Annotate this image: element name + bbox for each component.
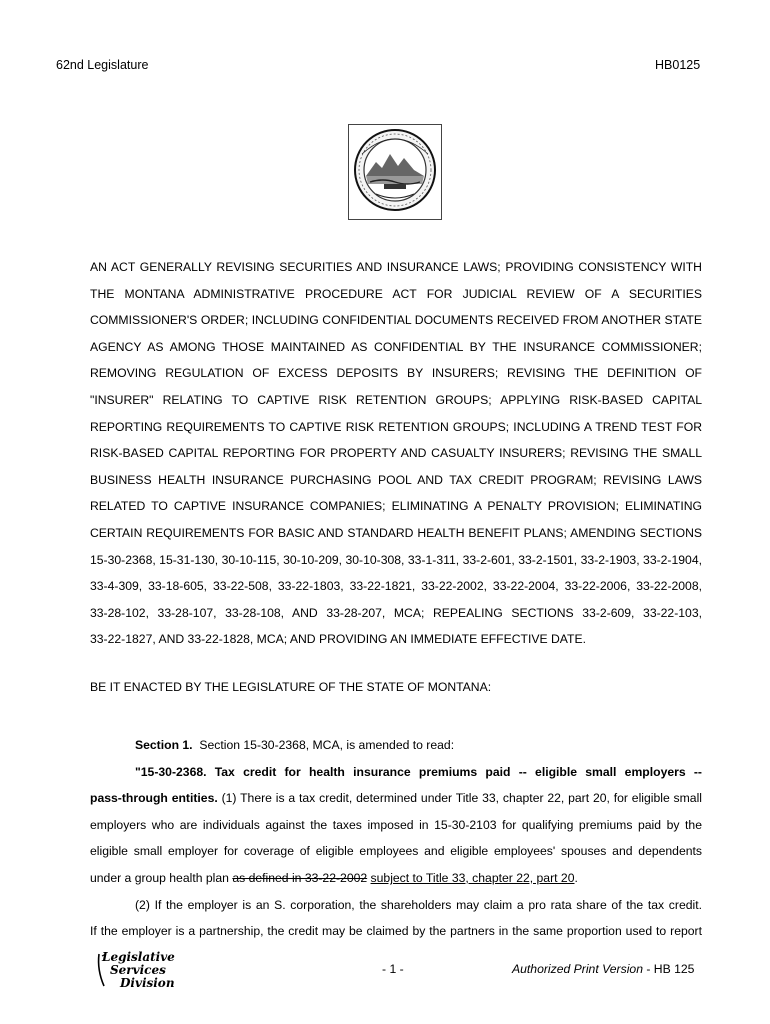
section-number: Section 1. — [135, 738, 193, 752]
montana-state-seal-icon — [348, 124, 442, 220]
legislature-header: 62nd Legislature — [56, 58, 149, 72]
title-line: 33-28-102, 33-28-107, 33-28-108, AND 33-28-207, MCA; REPEALING SECTIONS 33-2-609, 33-22-103, — [90, 605, 702, 620]
title-line: COMMISSIONER'S ORDER; INCLUDING CONFIDENTIAL DOCUMENTS RECEIVED FROM ANOTHER STATE — [90, 313, 702, 328]
print-version-bill: - HB 125 — [642, 962, 695, 976]
title-line: RELATED TO CAPTIVE INSURANCE COMPANIES; ELIMINATING A PENALTY PROVISION; ELIMINATING — [90, 499, 702, 514]
paragraph-1-text: under a group health plan — [90, 870, 233, 885]
print-version — [512, 962, 694, 976]
paragraph-1-line: eligible small employer for coverage of eligible employees and eligible employees' spouses and dependents — [90, 844, 702, 859]
paragraph-1-end: . — [574, 870, 578, 885]
title-line: REPORTING REQUIREMENTS TO CAPTIVE RISK RETENTION GROUPS; INCLUDING A TREND TEST FOR — [90, 419, 702, 434]
logo-word: Legislative — [102, 950, 175, 964]
title-line: 33-4-309, 33-18-605, 33-22-508, 33-22-1803, 33-22-1821, 33-22-2002, 33-22-2004, 33-22-2006, 33-22-2008, — [90, 579, 702, 594]
title-line: AN ACT GENERALLY REVISING SECURITIES AND INSURANCE LAWS; PROVIDING CONSISTENCY WITH — [90, 260, 702, 274]
title-line: 33-22-1827, AND 33-22-1828, MCA; AND PROVIDING AN IMMEDIATE EFFECTIVE DATE. — [90, 632, 586, 647]
paragraph-2-line: (2) If the employer is an S. corporation, the shareholders may claim a pro rata share of the tax credit. — [135, 897, 702, 912]
legislative-services-logo — [96, 950, 192, 990]
logo-word: Services — [110, 963, 166, 977]
section-heading — [90, 732, 702, 759]
title-line: AGENCY AS AMONG THOSE MAINTAINED AS CONFIDENTIAL BY THE INSURANCE COMMISSIONER; — [90, 339, 702, 354]
catchline-continued: pass-through entities. — [90, 791, 218, 806]
section-heading-text: Section 15-30-2368, MCA, is amended to read: — [199, 738, 455, 752]
title-line: CERTAIN REQUIREMENTS FOR BASIC AND STANDARD HEALTH BENEFIT PLANS; AMENDING SECTIONS — [90, 525, 702, 540]
title-line: RISK-BASED CAPITAL REPORTING FOR PROPERTY AND CASUALTY INSURERS; REVISING THE SMALL — [90, 446, 702, 461]
logo-word: Division — [120, 976, 175, 990]
title-line: 15-30-2368, 15-31-130, 30-10-115, 30-10-209, 30-10-308, 33-1-311, 33-2-601, 33-2-1501, 33-2-1903, 33-2-1904, — [90, 552, 702, 567]
inserted-text: subject to Title 33, chapter 22, part 20 — [370, 870, 575, 885]
title-line: "INSURER" RELATING TO CAPTIVE RISK RETENTION GROUPS; APPLYING RISK-BASED CAPITAL — [90, 392, 702, 407]
bill-title — [90, 254, 702, 653]
paragraph-2-line: If the employer is a partnership, the credit may be claimed by the partners in the same proportion used to report — [90, 924, 702, 939]
paragraph-1-line — [90, 865, 702, 892]
paragraph-1-line — [90, 785, 702, 812]
paragraph-1-line: employers who are individuals against the taxes imposed in 15-30-2103 for qualifying premiums paid by the — [90, 817, 702, 832]
page-number: - 1 - — [382, 962, 404, 976]
stricken-text: as defined in 33-22-2002 — [232, 870, 368, 885]
title-line: REMOVING REGULATION OF EXCESS DEPOSITS BY INSURERS; REVISING THE DEFINITION OF — [90, 366, 702, 381]
enacting-clause: BE IT ENACTED BY THE LEGISLATURE OF THE STATE OF MONTANA: — [90, 680, 492, 694]
catchline: "15-30-2368. Tax credit for health insurance premiums paid -- eligible small employers -- — [135, 764, 702, 779]
print-version-label: Authorized Print Version — [512, 962, 643, 976]
bill-number: HB0125 — [655, 58, 701, 72]
paragraph-1-text: (1) There is a tax credit, determined under Title 33, chapter 22, part 20, for eligible small — [221, 791, 702, 806]
title-line: BUSINESS HEALTH INSURANCE PURCHASING POOL AND TAX CREDIT PROGRAM; REVISING LAWS — [90, 472, 702, 487]
section-1 — [90, 732, 702, 945]
title-line: THE MONTANA ADMINISTRATIVE PROCEDURE ACT FOR JUDICIAL REVIEW OF A SECURITIES — [90, 286, 702, 301]
